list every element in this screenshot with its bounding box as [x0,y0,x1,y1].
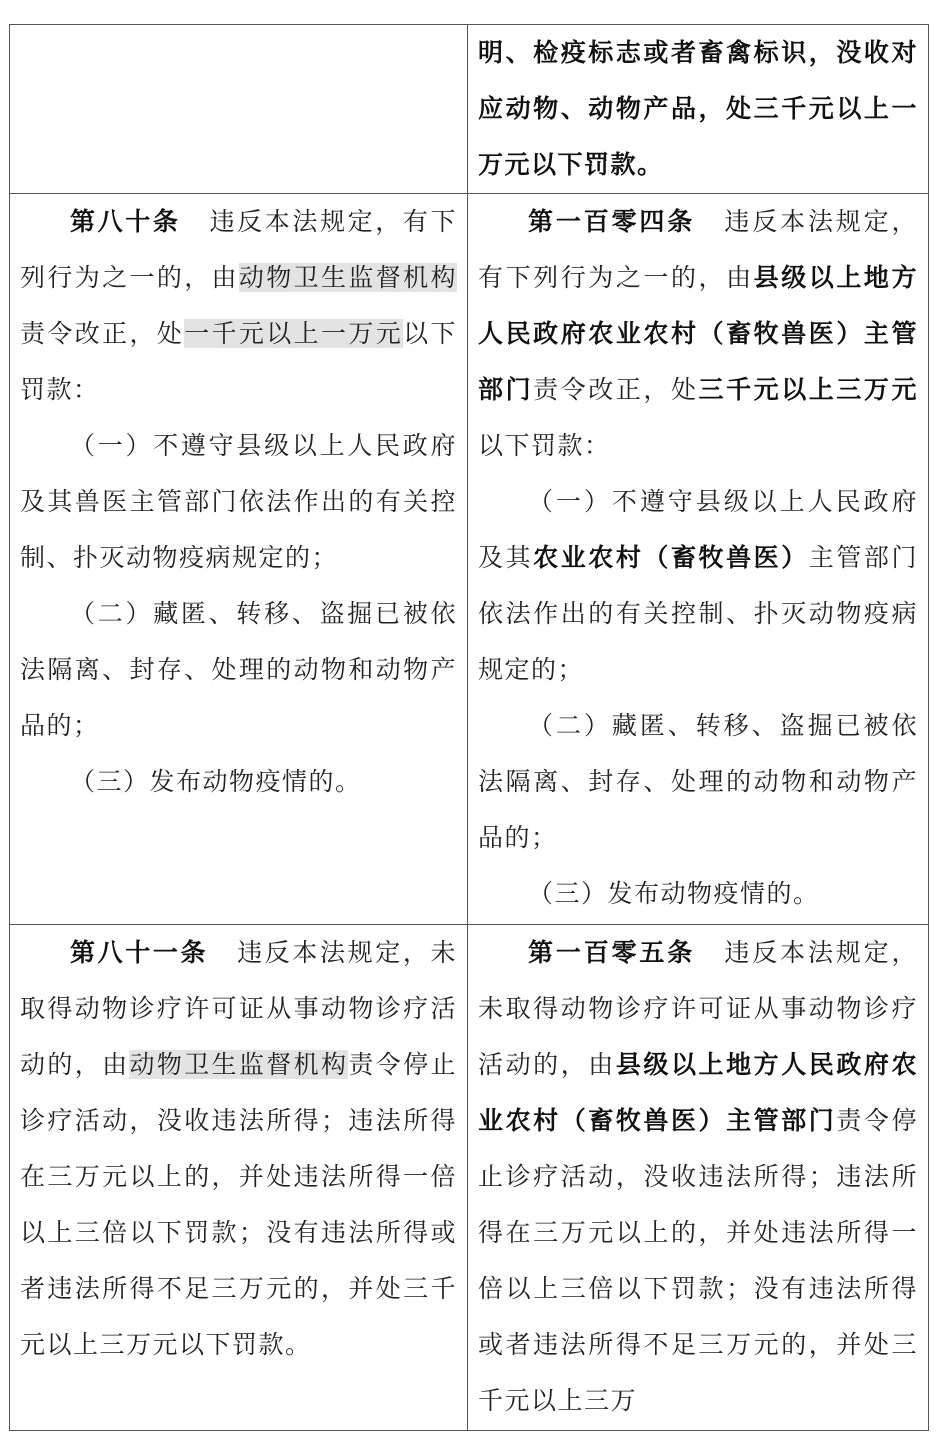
amended-text: 农业农村（畜牧兽医） [533,543,809,572]
article-text: 违反本法规定，有下列行为之一的，由 [20,207,457,292]
list-item: （三）发布动物疫情的。 [528,879,820,908]
amended-text: 县级以上地方人民政府农业农村（畜牧兽医）主管部门 [478,1050,918,1135]
item-text: （一）不遵守县级以上人民政府及其 [478,487,918,572]
article-paragraph [478,194,918,474]
article-number: 第一百零五条 [528,938,696,967]
new-law-cell [468,925,929,1431]
amended-text: 县级以上地方人民政府农业农村（畜牧兽医）主管部门 [478,263,918,404]
article-text: 责令停止诊疗活动，没收违法所得；违法所得在三万元以上的，并处违法所得一倍以上三倍以下罚款；没有违法所得或者违法所得不足三万元的，并处三千元以上三万元以下罚款。 [20,1050,457,1359]
table-row [10,25,929,194]
table-row [10,194,929,925]
comparison-table [9,24,929,1431]
article-text: 以下罚款： [478,431,611,460]
new-law-cell [468,194,929,925]
paragraph [478,25,918,193]
new-law-cell [468,25,929,194]
old-law-cell [10,925,468,1431]
article-number: 第八十一条 [70,938,209,967]
list-item: （二）藏匿、转移、盗掘已被依法隔离、封存、处理的动物和动物产品的； [20,599,457,740]
list-item: （二）藏匿、转移、盗掘已被依法隔离、封存、处理的动物和动物产品的； [478,711,918,852]
article-text: 违反本法规定，未取得动物诊疗许可证从事动物诊疗活动的，由 [20,938,457,1079]
article-text: 责令停止诊疗活动，没收违法所得；违法所得在三万元以上的，并处违法所得一倍以上三倍以下罚款；没有违法所得或者违法所得不足三万元的，并处三千元以上三万 [478,1106,918,1415]
amended-text: 明、检疫标志或者畜禽标识，没收对应动物、动物产品，处三千元以上一万元以下罚款。 [478,38,918,179]
amended-text: 三千元以上三万元 [698,375,918,404]
table-row [10,925,929,1431]
article-text: 违反本法规定，有下列行为之一的，由 [478,207,918,292]
article-number: 第八十条 [70,207,181,236]
article-paragraph [20,194,457,418]
article-text: 以下罚款： [20,319,457,404]
old-law-cell [10,25,468,194]
old-law-cell [10,194,468,925]
article-paragraph [20,925,457,1373]
article-text: 责令改正，处 [20,319,185,348]
list-item [478,474,918,698]
list-item: （一）不遵守县级以上人民政府及其兽医主管部门依法作出的有关控制、扑灭动物疫病规定的； [20,431,457,572]
list-item: （三）发布动物疫情的。 [70,767,362,796]
highlighted-text: 一千元以上一万元 [184,319,404,348]
article-paragraph [478,925,918,1429]
article-text: 责令改正，处 [533,375,699,404]
highlighted-text: 动物卫生监督机构 [129,1050,349,1079]
highlighted-text: 动物卫生监督机构 [238,263,457,292]
item-text: 主管部门依法作出的有关控制、扑灭动物疫病规定的； [478,543,918,684]
article-number: 第一百零四条 [528,207,696,236]
article-text: 违反本法规定，未取得动物诊疗许可证从事动物诊疗活动的，由 [478,938,918,1079]
